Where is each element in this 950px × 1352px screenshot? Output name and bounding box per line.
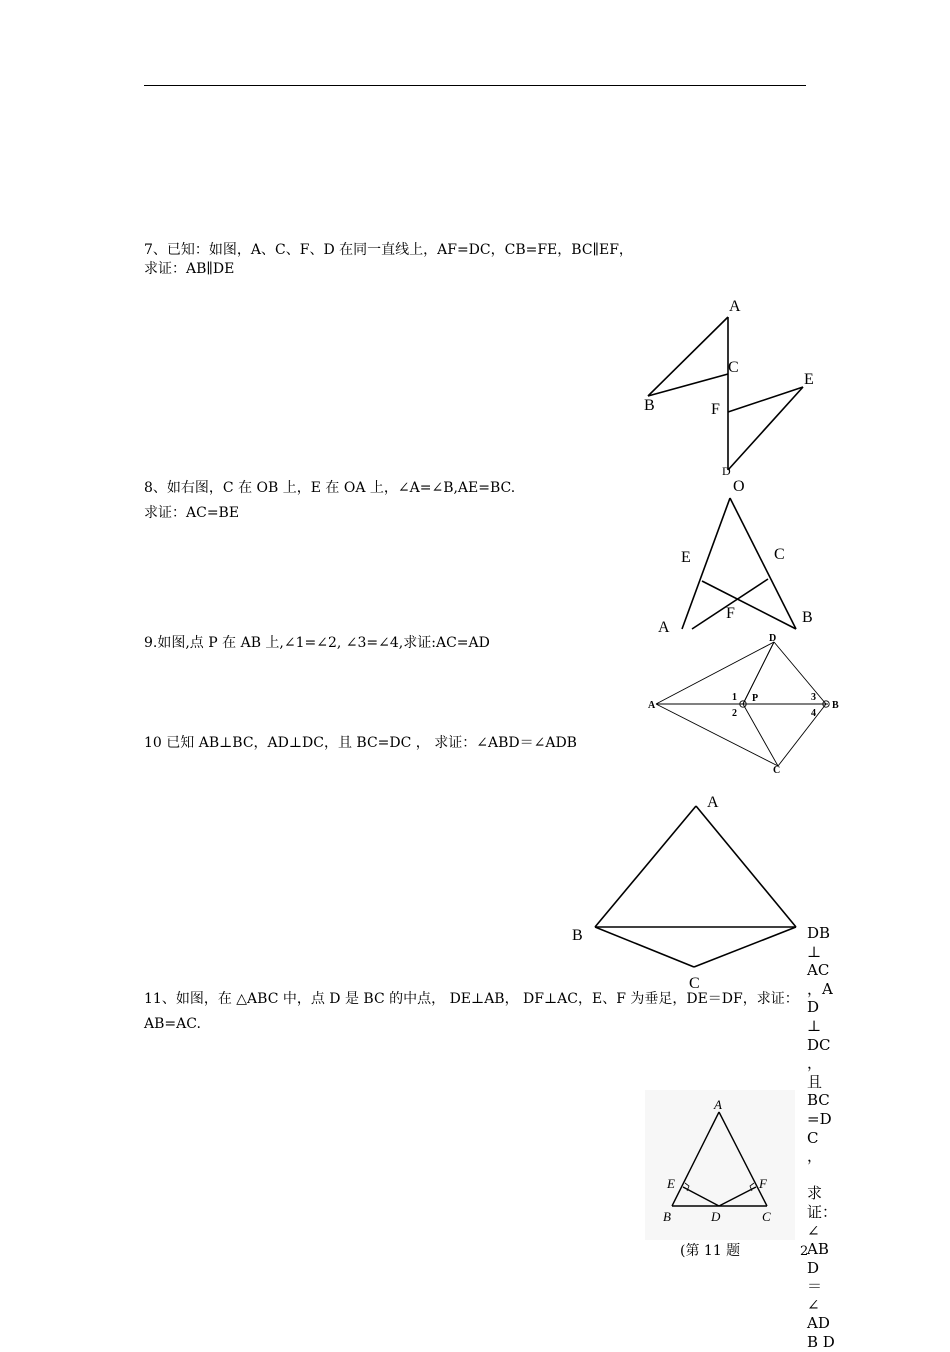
fig7-label-c: C [728, 359, 739, 376]
question-7-line1: 7、已知：如图，A、C、F、D 在同一直线上，AF=DC，CB=FE，BC∥EF， [144, 242, 633, 258]
overflow-line: 求 [807, 1184, 823, 1203]
fig9-label-c: C [773, 765, 781, 776]
overflow-line: DB [807, 924, 831, 942]
overflow-text-column [807, 924, 837, 1352]
overflow-line: AB [807, 1240, 829, 1259]
overflow-line: =D [807, 1109, 832, 1128]
fig9-label-3: 3 [811, 692, 816, 703]
fig8-label-a: A [658, 619, 670, 636]
overflow-line: ⊥ [807, 942, 822, 961]
fig9-label-2: 2 [732, 708, 737, 719]
question-11-line1: 11、如图，在 △ABC 中，点 D 是 BC 的中点， DE⊥AB， DF⊥AC，E、F 为垂足，DE＝DF，求证： [144, 991, 799, 1007]
header-rule [144, 85, 806, 86]
fig10-label-b: B [572, 927, 583, 944]
question-8-line1: 8、如右图，C 在 OB 上，E 在 OA 上，∠A=∠B,AE=BC. [144, 480, 516, 496]
figure-7 [630, 290, 830, 480]
fig7-label-e: E [804, 371, 814, 388]
question-11-line2: AB=AC. [144, 1016, 201, 1032]
fig11-label-d: D [711, 1209, 721, 1224]
overflow-line: ⊥ [807, 1016, 822, 1035]
page-number: 2 [800, 1244, 809, 1259]
overflow-line: C ， [807, 1128, 823, 1166]
fig8-label-o: O [733, 478, 745, 495]
overflow-line: ， [807, 1054, 823, 1073]
overflow-line: AD [807, 1314, 830, 1333]
overflow-line: B D [807, 1333, 835, 1352]
figure-11 [645, 1090, 795, 1240]
fig9-label-b: B [832, 700, 839, 711]
overflow-line: D [807, 998, 820, 1017]
fig11-label-c: C [762, 1209, 771, 1224]
fig8-label-b: B [802, 609, 813, 626]
overflow-line: 证： [807, 1202, 838, 1221]
overflow-line: ＝ [807, 1277, 823, 1296]
fig11-label-e: E [667, 1176, 675, 1191]
overflow-line: AC [807, 961, 830, 980]
fig11-label-b: B [663, 1209, 671, 1224]
fig9-label-a: A [648, 700, 656, 711]
overflow-line: D [807, 1258, 820, 1277]
overflow-line: ，A [807, 979, 833, 998]
fig10-label-a: A [707, 794, 719, 811]
fig7-label-d: D [722, 464, 731, 478]
fig8-label-e: E [681, 549, 691, 566]
fig8-label-f: F [726, 605, 735, 622]
fig9-label-4: 4 [811, 708, 816, 719]
question-10-line1: 10 已知 AB⊥BC，AD⊥DC，且 BC=DC ， 求证：∠ABD＝∠ADB [144, 735, 577, 751]
figure-9 [640, 630, 850, 780]
figure-11-caption: (第 11 题 [680, 1243, 741, 1259]
figure-8 [650, 474, 830, 634]
question-8-line2: 求证：AC=BE [144, 505, 240, 521]
question-9-line1: 9.如图,点 P 在 AB 上,∠1=∠2, ∠3=∠4,求证:AC=AD [144, 635, 490, 651]
overflow-line: BC [807, 1091, 830, 1110]
fig9-label-d: D [769, 633, 777, 644]
overflow-line: ∠ [807, 1295, 820, 1314]
overflow-line [807, 1166, 837, 1185]
fig7-label-f: F [711, 401, 720, 418]
question-7-line2: 求证：AB∥DE [144, 261, 235, 277]
fig10-label-c: C [689, 975, 700, 992]
overflow-line: DC [807, 1035, 831, 1054]
fig9-label-1: 1 [732, 692, 737, 703]
fig11-label-a: A [714, 1097, 722, 1112]
figure-10 [560, 790, 800, 990]
fig11-label-f: F [759, 1176, 767, 1191]
fig7-label-b: B [644, 397, 655, 414]
overflow-line: ∠ [807, 1221, 820, 1240]
fig9-label-p: P [752, 693, 759, 704]
overflow-line: 且 [807, 1072, 823, 1091]
fig8-label-c: C [774, 546, 785, 563]
fig7-label-a: A [729, 298, 741, 315]
